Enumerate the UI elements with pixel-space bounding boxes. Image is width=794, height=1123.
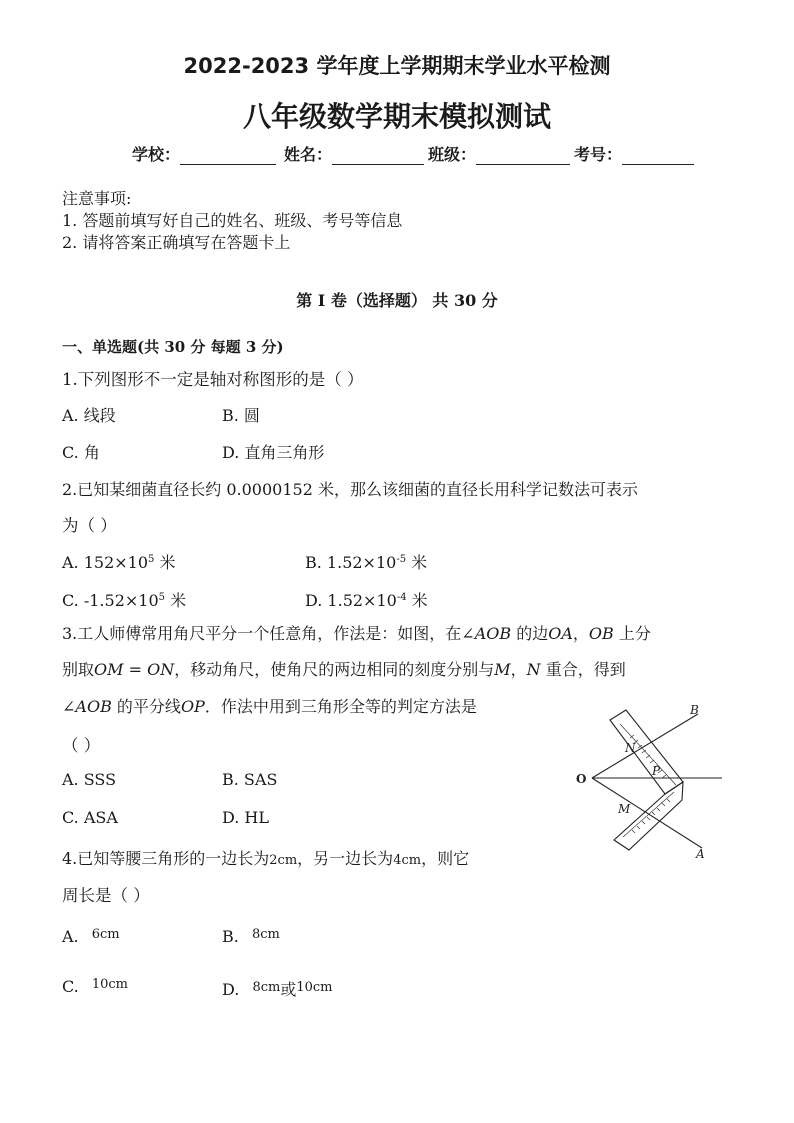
notes-item: 2. 请将答案正确填写在答题卡上 [62,233,291,252]
field-name-blank[interactable] [332,148,424,165]
q2-stem-line2: 为（ ） [62,516,117,535]
q4-c-value: 10cm [91,977,129,992]
q4-text: ，另一边长为 [297,849,394,868]
q3-math: AOB [75,697,112,716]
q3-math: OM = ON [94,660,175,679]
q2-stem-line1: 2.已知某细菌直径长约 0.0000152 米，那么该细菌的直径长用科学记数法可表示 [62,480,638,499]
section-title: 一、单选题(共 30 分 每题 3 分) [62,338,284,356]
q4-value: 4cm [393,853,422,868]
notes-heading: 注意事项: [62,189,132,208]
q3-text: 3.工人师傅常用角尺平分一个任意角，作法是：如图，在∠ [62,624,475,643]
q2-c-exponent: 5 [158,592,166,603]
q2-d-unit: 米 [406,591,428,610]
q2-a-exponent: 5 [148,554,155,565]
q2-a-base: A. 152×10 [62,553,149,572]
q4-d-value1: 8cm [252,980,281,995]
q3-option-a[interactable]: A. SSS [62,770,117,789]
q3-math: OB [588,624,614,643]
q3-stem-line2 [62,657,626,680]
q2-b-base: B. 1.52×10 [305,553,397,572]
q3-text: 重合，得到 [540,660,626,679]
q2-option-b[interactable] [305,550,427,573]
q2-b-unit: 米 [406,553,428,572]
ruler-upper-arm [610,710,683,794]
q2-option-d[interactable] [305,588,428,611]
q3-text: 的边 [511,624,549,643]
q2-c-unit: 米 [165,591,187,610]
q3-answer-bracket: （ ） [62,736,101,755]
q4-stem-line2: 周长是（ ） [62,886,150,905]
q4-b-key: B. [222,927,239,946]
q4-d-value2: 10cm [296,980,333,995]
q4-text: ，则它 [421,849,470,868]
q3-text: 别取 [62,660,95,679]
q4-option-a[interactable] [62,927,120,946]
q3-stem-line3 [62,694,477,717]
q4-option-b[interactable] [222,927,280,946]
q2-b-exponent: -5 [396,554,407,565]
ray-ob [592,714,698,778]
notes [62,188,402,254]
q4-c-key: C. [62,977,79,996]
label-o: O [576,772,587,786]
q3-text: ， [572,624,589,643]
q4-b-value: 8cm [251,927,280,942]
q3-text: 上分 [613,624,651,643]
q4-d-key: D. [222,980,240,999]
q3-math: AOB [474,624,512,643]
q3-option-b[interactable]: B. SAS [222,770,278,789]
q4-value: 2cm [269,853,298,868]
label-a: A [696,847,705,861]
q4-a-key: A. [62,927,79,946]
q4-d-or: 或 [280,980,297,999]
q3-math: OA [548,624,573,643]
q3-text: ∠ [62,697,76,716]
field-class-label: 班级： [428,145,477,164]
ruler-lower-arm [614,782,683,850]
q2-d-exponent: -4 [396,592,407,603]
q1-option-b[interactable]: B. 圆 [222,406,260,425]
q1-option-a[interactable]: A. 线段 [62,406,116,425]
q2-c-base: C. -1.52×10 [62,591,159,610]
field-exam-no-label: 考号： [574,145,623,164]
exam-title: 2022-2023 学年度上学期期末学业水平检测 [183,54,611,78]
q2-option-a[interactable] [62,550,176,573]
q4-text: 4.已知等腰三角形的一边长为 [62,849,270,868]
label-b: B [690,703,699,717]
q4-a-value: 6cm [91,927,120,942]
q3-option-d[interactable]: D. HL [222,808,270,827]
info-fields [132,142,702,165]
q3-stem-line1 [62,621,651,644]
q3-text: ．作法中用到三角形全等的判定方法是 [204,697,477,716]
q3-math: M [494,660,511,679]
label-m: M [618,802,631,816]
q2-option-c[interactable] [62,588,186,611]
q2-a-unit: 米 [154,553,176,572]
q1-option-d[interactable]: D. 直角三角形 [222,443,325,462]
ray-oa [592,778,702,848]
q1-stem: 1.下列图形不一定是轴对称图形的是（ ） [62,370,364,389]
label-p: P [652,764,661,778]
notes-item: 1. 答题前填写好自己的姓名、班级、考号等信息 [62,211,403,230]
q3-text: ，移动角尺，使角尺的两边相同的刻度分别与 [174,660,495,679]
label-n: N [625,741,636,755]
field-name-label: 姓名： [284,145,333,164]
q3-option-c[interactable]: C. ASA [62,808,118,827]
q4-option-c[interactable] [62,977,128,996]
field-class-blank[interactable] [476,148,570,165]
q3-math: N [526,660,541,679]
field-exam-no-blank[interactable] [622,148,694,165]
angle-ruler-figure [570,700,730,865]
q4-option-d[interactable] [222,977,333,1000]
q4-stem-line1 [62,846,469,869]
part-title: 第 I 卷（选择题） 共 30 分 [296,291,498,310]
q3-math: OP [180,697,205,716]
exam-subtitle: 八年级数学期末模拟测试 [242,100,551,133]
field-school-label: 学校： [132,145,181,164]
q1-option-c[interactable]: C. 角 [62,443,100,462]
q2-d-base: D. 1.52×10 [305,591,397,610]
field-school-blank[interactable] [180,148,276,165]
q3-text: 的平分线 [111,697,181,716]
q3-text: ， [510,660,527,679]
